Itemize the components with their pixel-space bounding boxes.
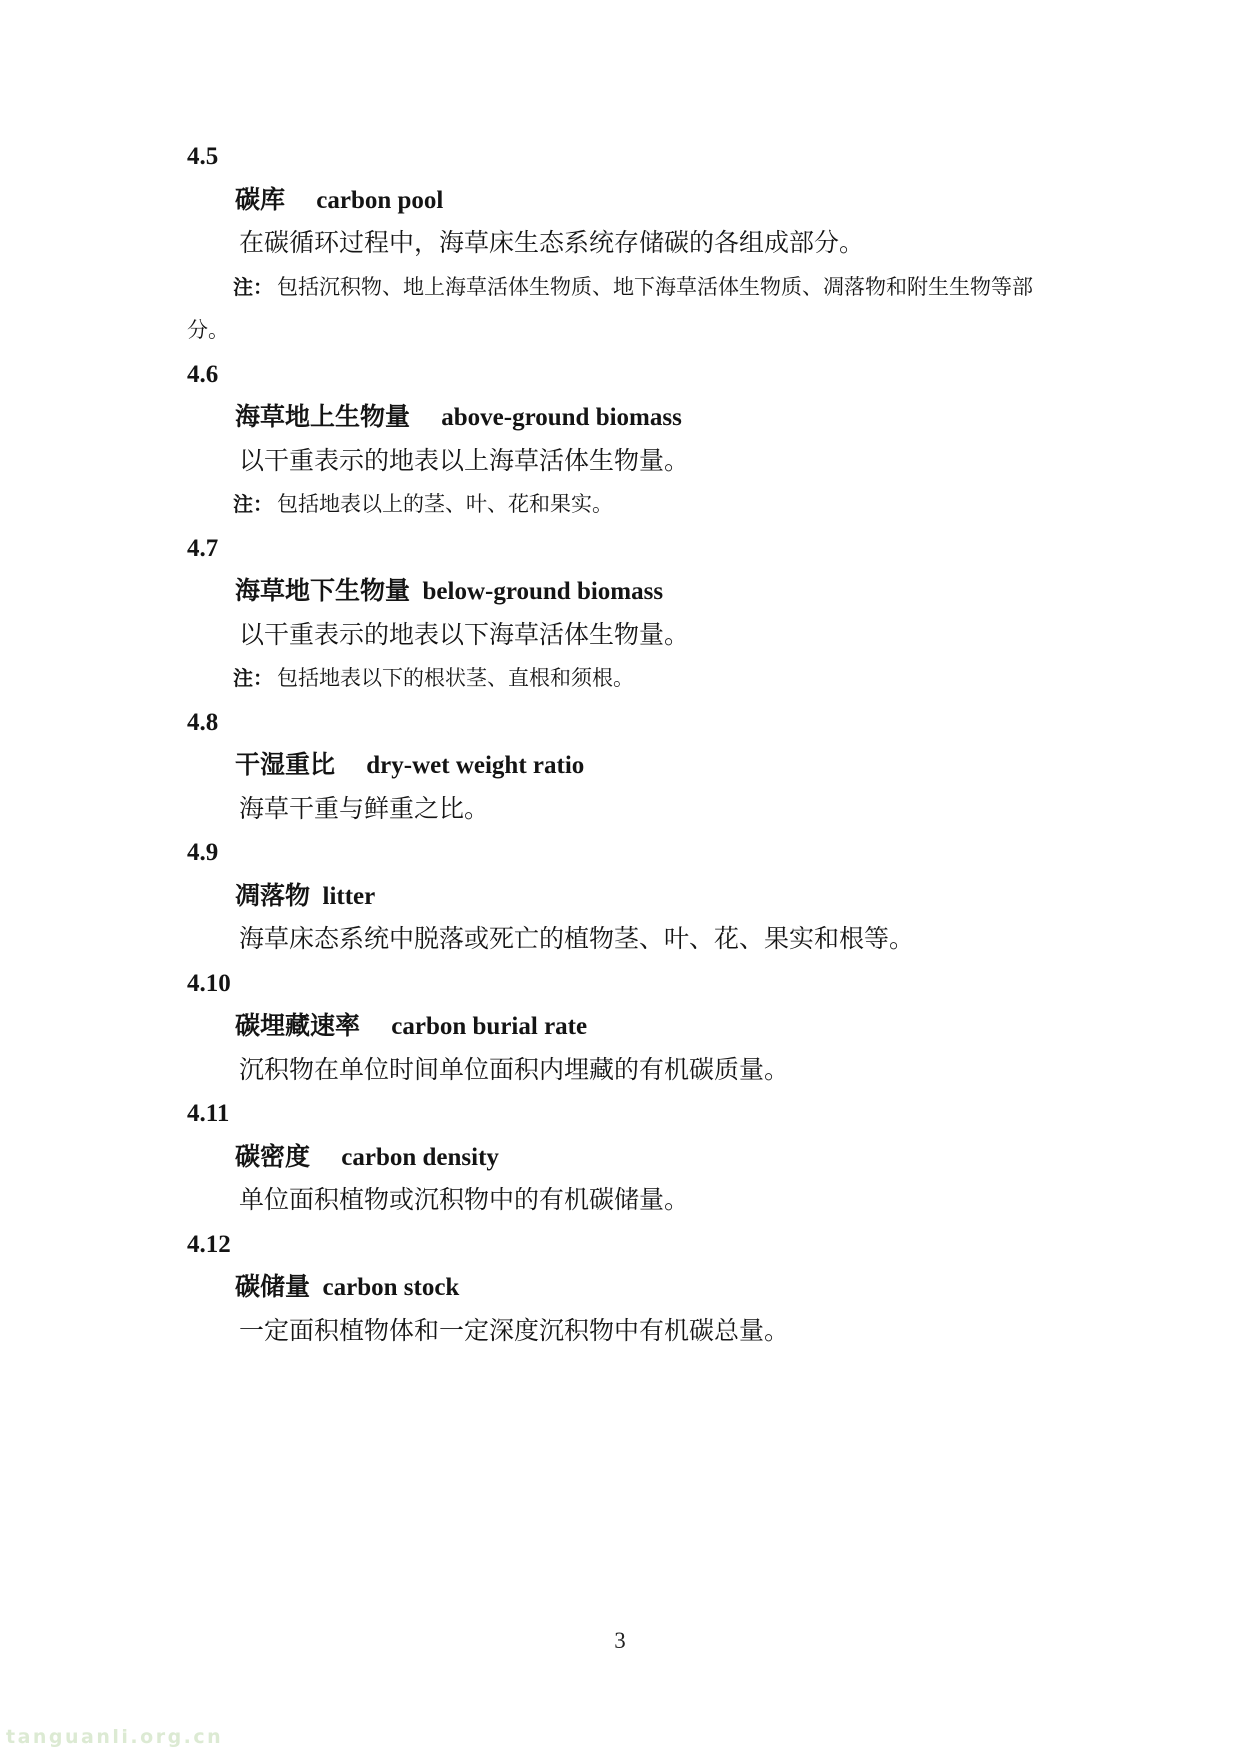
term-note <box>187 483 1200 527</box>
term-definition: 以干重表示的地表以上海草活体生物量。 <box>239 447 690 475</box>
term-gap <box>285 187 316 214</box>
term-heading <box>187 396 1200 440</box>
section-number: 4.7 <box>187 534 219 562</box>
section-number: 4.12 <box>187 1230 231 1258</box>
note-text: 包括地表以下的根状茎、直根和须根。 <box>277 666 634 690</box>
term-section-4-8 <box>187 701 1200 832</box>
term-heading <box>187 744 1200 788</box>
term-definition: 在碳循环过程中，海草床生态系统存储碳的各组成部分。 <box>239 230 865 257</box>
section-number: 4.6 <box>187 360 219 388</box>
term-zh: 干湿重比 <box>235 752 336 779</box>
term-zh: 海草地上生物量 <box>235 404 411 431</box>
note-text: 包括地表以上的茎、叶、花和果实。 <box>277 492 613 516</box>
term-section-4-9 <box>187 831 1200 962</box>
term-heading <box>187 179 1200 223</box>
term-en: litter <box>322 882 376 910</box>
term-gap <box>310 1274 323 1301</box>
page-number: 3 <box>614 1628 626 1653</box>
term-heading <box>187 1266 1200 1310</box>
term-note-continuation: 分。 <box>187 318 229 342</box>
watermark: tanguanli.org.cn <box>6 1726 224 1748</box>
note-text: 包括沉积物、地上海草活体生物质、地下海草活体生物质、凋落物和附生生物等部 <box>277 274 1033 299</box>
term-zh: 碳库 <box>235 186 286 214</box>
term-note <box>187 266 1200 310</box>
term-definition: 沉积物在单位时间单位面积内埋藏的有机碳质量。 <box>239 1056 790 1084</box>
term-en: carbon stock <box>322 1274 460 1301</box>
term-section-4-6 <box>187 353 1200 527</box>
term-definition: 单位面积植物或沉积物中的有机碳储量。 <box>239 1187 690 1214</box>
term-gap <box>360 1013 391 1040</box>
term-section-4-10 <box>187 962 1200 1093</box>
term-gap <box>335 752 366 779</box>
term-definition: 海草床态系统中脱落或死亡的植物茎、叶、花、果实和根等。 <box>239 926 915 953</box>
term-heading <box>187 570 1200 614</box>
note-label: 注： <box>233 666 273 690</box>
term-gap <box>310 883 323 910</box>
note-label: 注： <box>233 492 273 516</box>
term-heading <box>187 875 1200 919</box>
section-number: 4.5 <box>187 143 219 170</box>
section-number: 4.9 <box>187 839 219 866</box>
term-gap <box>310 1144 341 1171</box>
term-gap <box>410 578 423 605</box>
term-section-4-11 <box>187 1092 1200 1223</box>
section-number: 4.11 <box>187 1100 230 1127</box>
section-number: 4.10 <box>187 969 231 997</box>
term-en: carbon pool <box>316 186 444 214</box>
term-en: below-ground biomass <box>422 578 664 605</box>
term-section-4-12 <box>187 1223 1200 1354</box>
term-zh: 凋落物 <box>235 882 311 910</box>
term-en: dry-wet weight ratio <box>366 752 585 779</box>
term-definition: 以干重表示的地表以下海草活体生物量。 <box>239 621 690 649</box>
term-en: carbon density <box>341 1143 499 1171</box>
section-number: 4.8 <box>187 708 219 736</box>
note-label: 注： <box>233 274 273 299</box>
term-section-4-5 <box>187 135 1200 353</box>
term-en: carbon burial rate <box>391 1013 588 1040</box>
term-zh: 海草地下生物量 <box>235 578 411 605</box>
term-gap <box>410 404 441 431</box>
term-definition: 海草干重与鲜重之比。 <box>239 795 490 823</box>
term-zh: 碳储量 <box>235 1274 311 1301</box>
term-zh: 碳埋藏速率 <box>235 1013 361 1040</box>
term-heading <box>187 1005 1200 1049</box>
term-definition: 一定面积植物体和一定深度沉积物中有机碳总量。 <box>239 1317 790 1345</box>
term-zh: 碳密度 <box>235 1143 311 1171</box>
term-note <box>187 657 1200 701</box>
term-heading <box>187 1136 1200 1180</box>
term-section-4-7 <box>187 527 1200 701</box>
term-en: above-ground biomass <box>441 404 682 431</box>
